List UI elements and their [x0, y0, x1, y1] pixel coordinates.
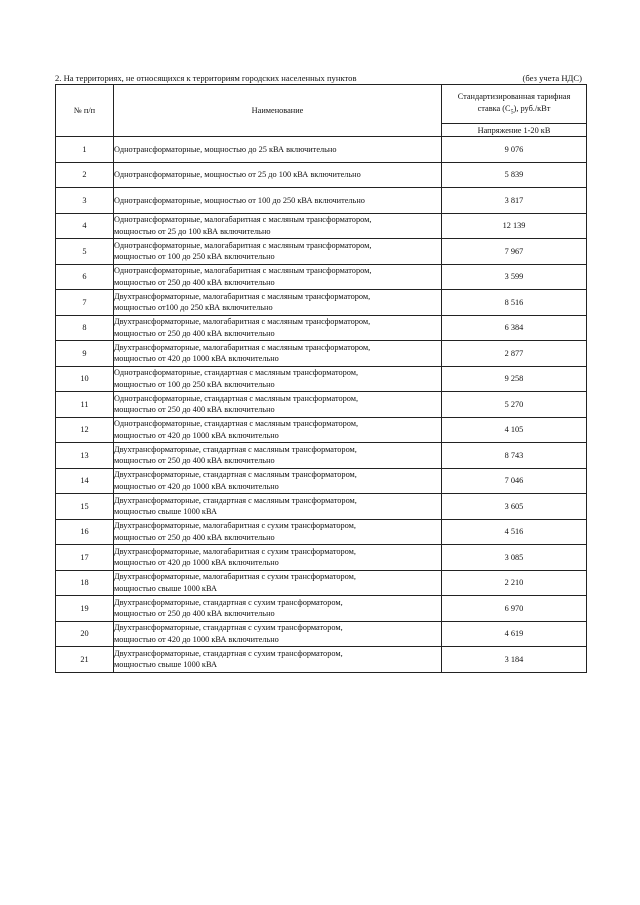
header-voltage — [442, 124, 587, 137]
row-name — [114, 366, 442, 392]
table-row — [56, 494, 587, 520]
header-rate-subscript: 5 — [510, 109, 514, 116]
row-number: 13 — [56, 443, 114, 469]
row-rate-value: 9 258 — [442, 366, 587, 392]
table-row — [56, 621, 587, 647]
row-name-line2: мощностью от 250 до 400 кВА включительно — [114, 405, 275, 415]
header-voltage-label: Напряжение 1-20 кВ — [477, 125, 551, 135]
row-name-line1: Двухтрансформаторные, стандартная с масляным трансформатором, — [114, 444, 357, 454]
row-number: 20 — [56, 621, 114, 647]
row-name-line2: мощностью от 25 до 100 кВА включительно — [114, 226, 271, 236]
row-name-line1: Однотрансформаторные, мощностью от 25 до 100 кВА включительно — [114, 170, 361, 180]
row-name — [114, 647, 442, 673]
row-name-line1: Двухтрансформаторные, стандартная с масляным трансформатором, — [114, 495, 357, 505]
table-row — [56, 417, 587, 443]
row-name — [114, 188, 442, 214]
table-row — [56, 468, 587, 494]
row-rate-value: 2 210 — [442, 570, 587, 596]
row-name-line2: мощностью от 250 до 400 кВА включительно — [114, 277, 275, 287]
row-number: 11 — [56, 392, 114, 418]
row-number: 14 — [56, 468, 114, 494]
row-rate-value: 12 139 — [442, 213, 587, 239]
table-row — [56, 545, 587, 571]
row-number: 7 — [56, 290, 114, 316]
row-name-line1: Двухтрансформаторные, стандартная с сухим трансформатором, — [114, 648, 343, 658]
vat-note: (без учета НДС) — [522, 73, 582, 83]
row-name-line2: мощностью от 420 до 1000 кВА включительно — [114, 634, 279, 644]
row-name-line2: мощностью от 100 до 250 кВА включительно — [114, 252, 275, 262]
row-name — [114, 392, 442, 418]
row-name-line1: Двухтрансформаторные, стандартная с сухим трансформатором, — [114, 623, 343, 633]
row-rate-value: 8 743 — [442, 443, 587, 469]
table-row — [56, 264, 587, 290]
row-name — [114, 494, 442, 520]
row-name-line1: Двухтрансформаторные, малогабаритная с сухим трансформатором, — [114, 546, 356, 556]
row-number: 12 — [56, 417, 114, 443]
row-name-line1: Двухтрансформаторные, стандартная с масляным трансформатором, — [114, 470, 357, 480]
section-title: 2. На территориях, не относящихся к территориям городских населенных пунктов — [55, 73, 357, 83]
row-number: 10 — [56, 366, 114, 392]
row-name-line2: мощностью от 420 до 1000 кВА включительно — [114, 558, 279, 568]
row-name — [114, 290, 442, 316]
row-name — [114, 596, 442, 622]
row-name-line1: Однотрансформаторные, малогабаритная с масляным трансформатором, — [114, 266, 372, 276]
table-row — [56, 392, 587, 418]
row-rate-value: 7 967 — [442, 239, 587, 265]
row-number: 17 — [56, 545, 114, 571]
row-name — [114, 264, 442, 290]
row-name-line1: Однотрансформаторные, малогабаритная с масляным трансформатором, — [114, 215, 372, 225]
table-row — [56, 341, 587, 367]
row-number: 1 — [56, 137, 114, 163]
row-number: 18 — [56, 570, 114, 596]
row-name-line1: Двухтрансформаторные, малогабаритная с масляным трансформатором, — [114, 291, 371, 301]
row-number: 5 — [56, 239, 114, 265]
row-name — [114, 468, 442, 494]
row-rate-value: 9 076 — [442, 137, 587, 163]
row-name-line1: Двухтрансформаторные, малогабаритная с сухим трансформатором, — [114, 572, 356, 582]
row-name-line2: мощностью от 250 до 400 кВА включительно — [114, 532, 275, 542]
row-name-line2: мощностью от100 до 250 кВА включительно — [114, 303, 273, 313]
header-rate-line2 — [442, 103, 586, 119]
table-row — [56, 315, 587, 341]
row-rate-value: 5 839 — [442, 162, 587, 188]
table-header-row — [56, 85, 587, 124]
row-name-line2: мощностью от 420 до 1000 кВА включительно — [114, 354, 279, 364]
row-name-line2: мощностью от 250 до 400 кВА включительно — [114, 456, 275, 466]
row-name — [114, 570, 442, 596]
row-name-line1: Двухтрансформаторные, малогабаритная с масляным трансформатором, — [114, 317, 371, 327]
row-number: 16 — [56, 519, 114, 545]
table-row — [56, 162, 587, 188]
table-row — [56, 239, 587, 265]
header-name: Наименование — [114, 85, 442, 137]
row-name — [114, 213, 442, 239]
row-name-line2: мощностью от 100 до 250 кВА включительно — [114, 379, 275, 389]
row-name-line2: мощностью от 250 до 400 кВА включительно — [114, 609, 275, 619]
row-rate-value: 3 085 — [442, 545, 587, 571]
row-number: 6 — [56, 264, 114, 290]
row-rate-value: 5 270 — [442, 392, 587, 418]
header-number: № п/п — [56, 85, 114, 137]
row-number: 15 — [56, 494, 114, 520]
row-rate-value: 4 516 — [442, 519, 587, 545]
row-name-line1: Однотрансформаторные, малогабаритная с масляным трансформатором, — [114, 240, 372, 250]
row-name — [114, 545, 442, 571]
row-name-line1: Однотрансформаторные, стандартная с масляным трансформатором, — [114, 419, 359, 429]
row-rate-value: 4 105 — [442, 417, 587, 443]
row-rate-value: 8 516 — [442, 290, 587, 316]
row-rate-value: 3 184 — [442, 647, 587, 673]
table-row — [56, 213, 587, 239]
table-row — [56, 137, 587, 163]
row-name-line1: Двухтрансформаторные, малогабаритная с масляным трансформатором, — [114, 342, 371, 352]
row-name-line1: Однотрансформаторные, мощностью до 25 кВА включительно — [114, 144, 337, 154]
table-row — [56, 188, 587, 214]
table-row — [56, 443, 587, 469]
row-number: 4 — [56, 213, 114, 239]
tariff-table — [55, 84, 587, 673]
row-rate-value: 3 605 — [442, 494, 587, 520]
row-name — [114, 162, 442, 188]
row-rate-value: 3 599 — [442, 264, 587, 290]
row-name-line1: Двухтрансформаторные, стандартная с сухим трансформатором, — [114, 597, 343, 607]
row-name-line2: мощностью свыше 1000 кВА — [114, 507, 217, 517]
header-rate-prefix: ставка (С — [477, 103, 511, 113]
row-rate-value: 4 619 — [442, 621, 587, 647]
row-name-line2: мощностью от 420 до 1000 кВА включительно — [114, 430, 279, 440]
table-row — [56, 366, 587, 392]
header-rate-line1: Стандартизированная тарифная — [457, 92, 571, 102]
row-number: 21 — [56, 647, 114, 673]
row-rate-value: 6 970 — [442, 596, 587, 622]
header-rate-suffix: ), руб./кВт — [513, 103, 551, 113]
row-number: 9 — [56, 341, 114, 367]
row-rate-value: 2 877 — [442, 341, 587, 367]
row-name — [114, 341, 442, 367]
row-name — [114, 239, 442, 265]
header-rate — [442, 85, 587, 124]
table-row — [56, 647, 587, 673]
row-name-line1: Двухтрансформаторные, малогабаритная с сухим трансформатором, — [114, 521, 356, 531]
row-number: 3 — [56, 188, 114, 214]
row-rate-value: 6 384 — [442, 315, 587, 341]
table-row — [56, 290, 587, 316]
row-name — [114, 519, 442, 545]
row-name — [114, 137, 442, 163]
row-name — [114, 621, 442, 647]
row-name-line2: мощностью свыше 1000 кВА — [114, 583, 217, 593]
row-rate-value: 7 046 — [442, 468, 587, 494]
section-heading — [55, 72, 582, 84]
row-name-line1: Однотрансформаторные, стандартная с масляным трансформатором, — [114, 393, 359, 403]
row-name — [114, 443, 442, 469]
row-number: 2 — [56, 162, 114, 188]
row-name-line1: Однотрансформаторные, мощностью от 100 до 250 кВА включительно — [114, 195, 365, 205]
table-row — [56, 570, 587, 596]
row-name-line2: мощностью от 420 до 1000 кВА включительно — [114, 481, 279, 491]
row-name-line2: мощностью свыше 1000 кВА — [114, 660, 217, 670]
table-row — [56, 519, 587, 545]
row-rate-value: 3 817 — [442, 188, 587, 214]
row-number: 19 — [56, 596, 114, 622]
row-name — [114, 315, 442, 341]
row-number: 8 — [56, 315, 114, 341]
table-row — [56, 596, 587, 622]
row-name-line1: Однотрансформаторные, стандартная с масляным трансформатором, — [114, 368, 359, 378]
row-name-line2: мощностью от 250 до 400 кВА включительно — [114, 328, 275, 338]
row-name — [114, 417, 442, 443]
